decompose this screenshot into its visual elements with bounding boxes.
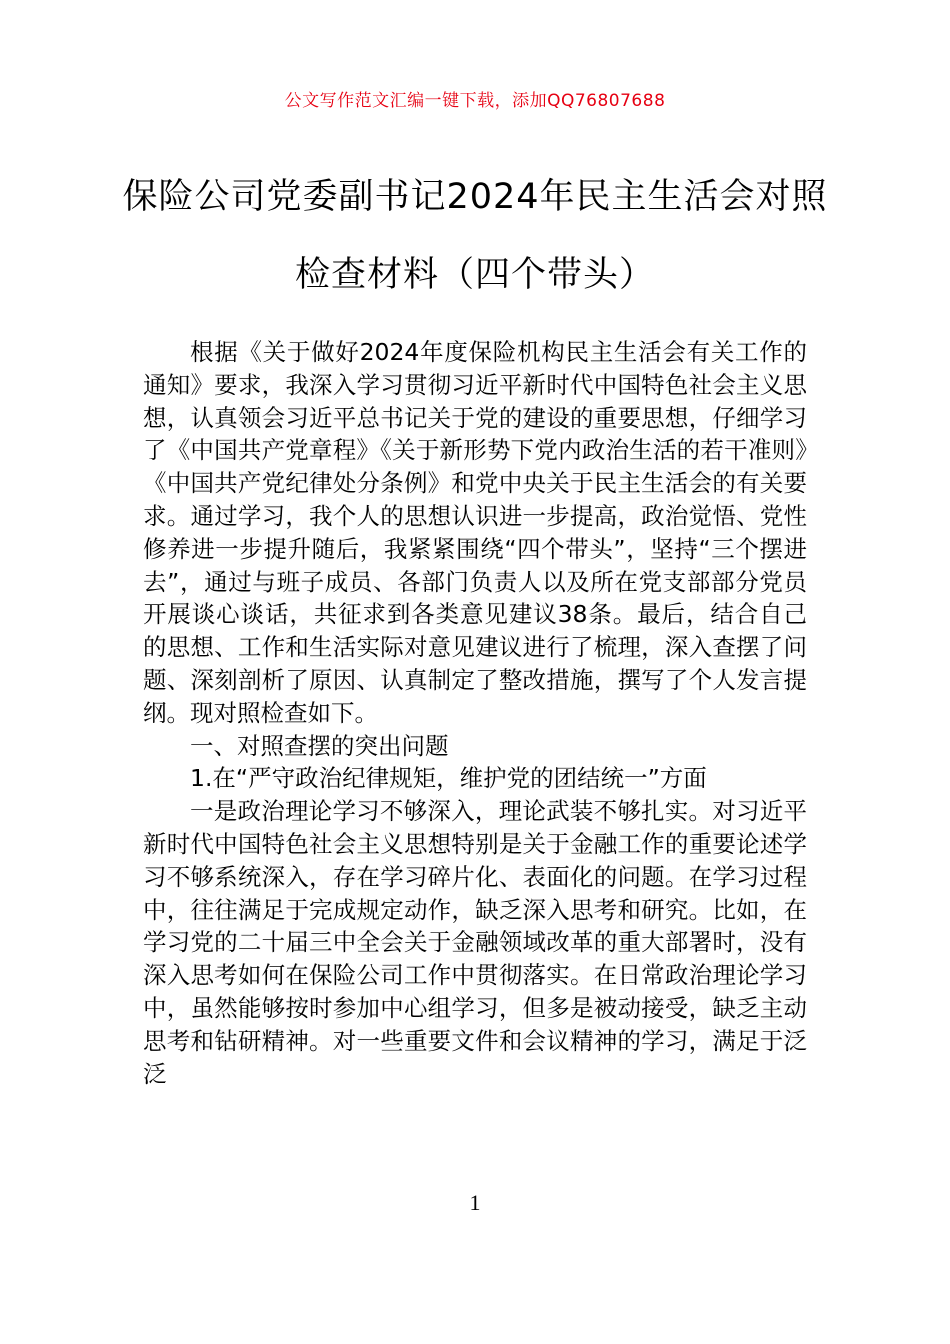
paragraph-intro: 根据《关于做好2024年度保险机构民主生活会有关工作的通知》要求，我深入学习贯彻习近平新时代中国特色社会主义思想，认真领会习近平总书记关于党的建设的重要思想，仔细学习了《中国共产党章程》《关于新形势下党内政治生活的若干准则》《中国共产党纪律处分条例》和党中央关于民主生活会的有关要求。通过学习，我个人的思想认识进一步提高，政治觉悟、党性修养进一步提升随后，我紧紧围绕“四个带头”，坚持“三个摆进去”，通过与班子成员、各部门负责人以及所在党支部部分党员开展谈心谈话，共征求到各类意见建议38条。最后，结合自己的思想、工作和生活实际对意见建议进行了梳理，深入查摆了问题、深刻剖析了原因、认真制定了整改措施，撰写了个人发言提纲。现对照检查如下。 bbox=[143, 338, 807, 727]
section-heading: 一、对照查摆的突出问题 bbox=[190, 731, 449, 760]
paragraph-issue-one: 一是政治理论学习不够深入，理论武装不够扎实。对习近平新时代中国特色社会主义思想特别是关于金融工作的重要论述学习不够系统深入，存在学习碎片化、表面化的问题。在学习过程中，往往满足于完成规定动作，缺乏深入思考和研究。比如，在学习党的二十届三中全会关于金融领域改革的重大部署时，没有深入思考如何在保险公司工作中贯彻落实。在日常政治理论学习中，虽然能够按时参加中心组学习，但多是被动接受，缺乏主动思考和钻研精神。对一些重要文件和会议精神的学习，满足于泛泛 bbox=[143, 797, 807, 1088]
document-body bbox=[143, 336, 807, 1090]
subsection-heading: 1.在“严守政治纪律规矩，维护党的团结统一”方面 bbox=[190, 764, 707, 793]
header-note: 公文写作范文汇编一键下载，添加QQ76807688 bbox=[284, 91, 666, 111]
document-title: 保险公司党委副书记2024年民主生活会对照检查材料（四个带头） bbox=[122, 177, 828, 295]
page-number: 1 bbox=[469, 1190, 481, 1215]
